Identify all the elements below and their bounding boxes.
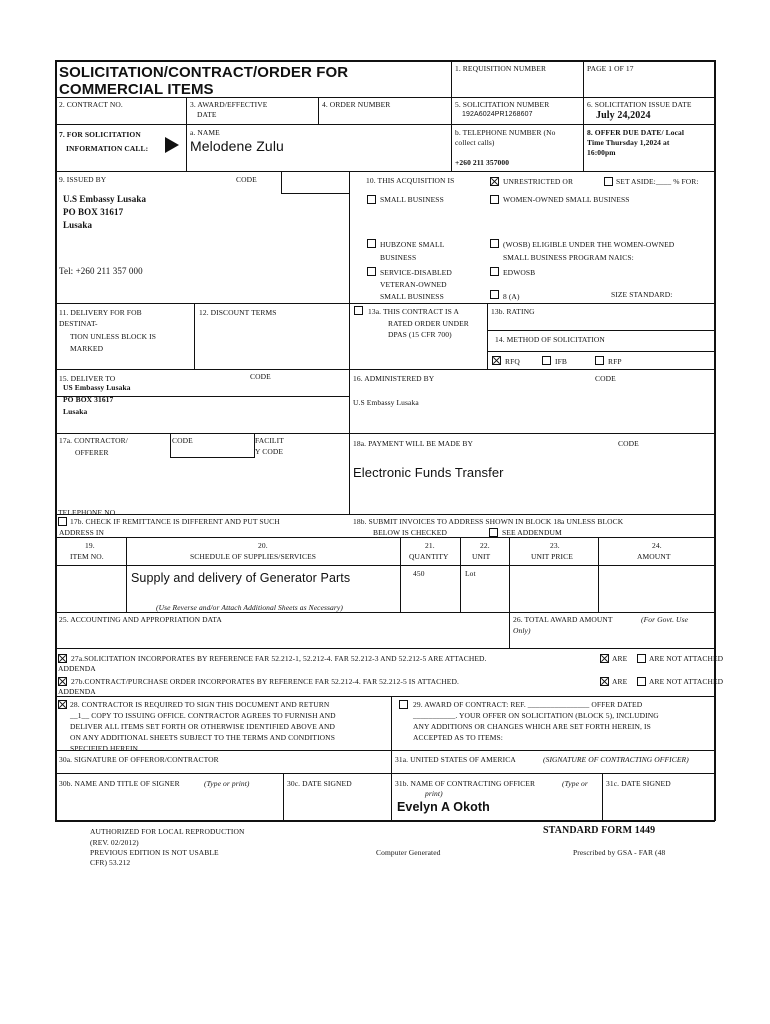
signer-name-label: 30b. NAME AND TITLE OF SIGNER xyxy=(59,779,180,788)
contracting-officer-label: 31b. NAME OF CONTRACTING OFFICER xyxy=(395,779,536,788)
contact-name-value[interactable]: Melodene Zulu xyxy=(190,138,284,154)
small-business-checkbox[interactable] xyxy=(367,195,376,204)
offer-due-value2[interactable]: 16:00pm xyxy=(587,148,616,157)
rfp-checkbox[interactable] xyxy=(595,356,604,365)
sdvosb-label3: SMALL BUSINESS xyxy=(380,292,444,301)
contractor-label1: 17a. CONTRACTOR/ xyxy=(59,436,128,445)
eight-a-label: 8 (A) xyxy=(503,292,520,301)
rated-order-label1: 13a. THIS CONTRACT IS A xyxy=(368,307,459,316)
unrestricted-label: UNRESTRICTED OR xyxy=(503,177,574,186)
payment-by-label: 18a. PAYMENT WILL BE MADE BY xyxy=(353,439,474,448)
hubzone-label1: HUBZONE SMALL xyxy=(380,240,445,249)
contractor-sign-line5-row xyxy=(70,744,170,750)
contractor-sign-checkbox[interactable] xyxy=(58,700,67,709)
deliver-to-label: 15. DELIVER TO xyxy=(59,374,116,383)
facility-code-label2: Y CODE xyxy=(255,447,284,456)
ifb-checkbox[interactable] xyxy=(542,356,551,365)
signer-name-note: (Type or print) xyxy=(204,779,250,788)
set-aside-label: SET ASIDE:____ % FOR: xyxy=(616,177,699,186)
total-award-label: 26. TOTAL AWARD AMOUNT xyxy=(513,615,613,624)
edwosb-checkbox[interactable] xyxy=(490,267,499,276)
reverse-note: (Use Reverse and/or Attach Additional Sheets as Necessary) xyxy=(156,603,343,612)
wosb-checkbox[interactable] xyxy=(490,195,499,204)
contact-name-label: a. NAME xyxy=(190,128,220,137)
edwosb-label: EDWOSB xyxy=(503,268,536,277)
award-contract-checkbox[interactable] xyxy=(399,700,408,709)
rfp-label: RFP xyxy=(608,357,622,366)
officer-date-signed-label: 31c. DATE SIGNED xyxy=(606,779,671,788)
col-amount: AMOUNT xyxy=(637,552,671,561)
requisition-number-label: 1. REQUISITION NUMBER xyxy=(455,64,547,73)
usa-note: (SIGNATURE OF CONTRACTING OFFICER) xyxy=(543,755,689,764)
col-schedule: SCHEDULE OF SUPPLIES/SERVICES xyxy=(190,552,317,561)
hubzone-label2: BUSINESS xyxy=(380,253,417,262)
award-contract-line2: ___________. YOUR OFFER ON SOLICITATION (BLOCK 5), INCLUDING xyxy=(413,711,659,720)
issue-date-label: 6. SOLICITATION ISSUE DATE xyxy=(587,100,692,109)
submit-invoices-label1: 18b. SUBMIT INVOICES TO ADDRESS SHOWN IN BLOCK 18a UNLESS BLOCK xyxy=(353,517,624,526)
award-contract-line3: ANY ADDITIONS OR CHANGES WHICH ARE SET FORTH HEREIN, IS xyxy=(413,722,651,731)
solicitation-info-label2: INFORMATION CALL: xyxy=(66,144,149,153)
footer-standard-form: STANDARD FORM 1449 xyxy=(543,825,656,836)
footer-previous-edition: PREVIOUS EDITION IS NOT USABLE xyxy=(90,848,219,857)
contractor-sign-line4: ON ANY ADDITIONAL SHEETS SUBJECT TO THE TERMS AND CONDITIONS xyxy=(70,733,335,742)
contracting-officer-note1: (Type or xyxy=(562,779,588,788)
contract-no-label: 2. CONTRACT NO. xyxy=(59,100,123,109)
facility-code-label1: FACILIT xyxy=(255,436,284,445)
form-title-line2: COMMERCIAL ITEMS xyxy=(59,81,214,98)
rated-order-label2: RATED ORDER UNDER xyxy=(388,319,469,328)
item-description: Supply and delivery of Generator Parts xyxy=(131,571,351,585)
offeror-signature-label: 30a. SIGNATURE OF OFFEROR/CONTRACTOR xyxy=(59,755,219,764)
contracting-officer-value: Evelyn A Okoth xyxy=(397,800,490,814)
col-unit-price: UNIT PRICE xyxy=(531,552,573,561)
clause-27b-addenda-row xyxy=(58,687,118,695)
sdvosb-label2: VETERAN-OWNED xyxy=(380,280,447,289)
contractor-code-label: CODE xyxy=(172,436,193,445)
wosb-label: WOMEN-OWNED SMALL BUSINESS xyxy=(503,195,630,204)
contracting-officer-note2: print) xyxy=(425,789,443,798)
wosb-eligible-label2: SMALL BUSINESS PROGRAM NAICS: xyxy=(503,253,634,262)
payment-by-code-label: CODE xyxy=(618,439,639,448)
col-schedule-num: 20. xyxy=(258,541,268,550)
contractor-sign-line3: DELIVER ALL ITEMS SET FORTH OR OTHERWISE IDENTIFIED ABOVE AND xyxy=(70,722,336,731)
issued-by-label: 9. ISSUED BY xyxy=(59,175,107,184)
wosb-eligible-label1: (WOSB) ELIGIBLE UNDER THE WOMEN-OWNED xyxy=(503,240,675,249)
form-title-line1: SOLICITATION/CONTRACT/ORDER FOR xyxy=(59,64,349,81)
clause-27a-checkbox[interactable] xyxy=(58,654,67,663)
col-unit: UNIT xyxy=(472,552,491,561)
size-standard-label: SIZE STANDARD: xyxy=(611,290,673,299)
clause-27b-are-checkbox[interactable] xyxy=(600,677,609,686)
unrestricted-checkbox[interactable] xyxy=(490,177,499,186)
issued-by-telephone: Tel: +260 211 357 000 xyxy=(59,266,143,276)
telephone-label2: collect calls) xyxy=(455,138,495,147)
col-quantity: QUANTITY xyxy=(409,552,449,561)
small-business-label: SMALL BUSINESS xyxy=(380,195,444,204)
award-date-label: 3. AWARD/EFFECTIVE xyxy=(190,100,268,109)
col-item-no-num: 19. xyxy=(85,541,95,550)
deliver-to-line1: US Embassy Lusaka xyxy=(63,383,131,392)
discount-terms-label: 12. DISCOUNT TERMS xyxy=(199,308,277,317)
footer-prescribed: Prescribed by GSA - FAR (48 xyxy=(573,848,666,857)
issued-by-line3: Lusaka xyxy=(63,220,93,230)
remittance-label2: ADDRESS IN xyxy=(59,528,104,537)
clause-27a-are-checkbox[interactable] xyxy=(600,654,609,663)
rated-order-label3: DPAS (15 CFR 700) xyxy=(388,330,452,339)
item-unit: Lot xyxy=(465,569,476,578)
col-unit-price-num: 23. xyxy=(550,541,560,550)
usa-label: 31a. UNITED STATES OF AMERICA xyxy=(395,755,516,764)
contractor-sign-line5: SPECIFIED HEREIN. xyxy=(70,744,141,750)
deliver-to-line2: PO BOX 31617 xyxy=(63,395,114,404)
sdvosb-label1: SERVICE-DISABLED xyxy=(380,268,452,277)
clause-27a-are: ARE xyxy=(612,654,628,663)
set-aside-checkbox[interactable] xyxy=(604,177,613,186)
remittance-label1: 17b. CHECK IF REMITTANCE IS DIFFERENT AND PUT SUCH xyxy=(70,517,280,526)
telephone-label1: b. TELEPHONE NUMBER (No xyxy=(455,128,556,137)
delivery-fob-label2: DESTINAT- xyxy=(59,319,98,328)
delivery-fob-label4: MARKED xyxy=(70,344,104,353)
arrow-right-icon xyxy=(165,137,179,153)
telephone-no-row xyxy=(58,508,178,514)
contractor-sign-line1: 28. CONTRACTOR IS REQUIRED TO SIGN THIS DOCUMENT AND RETURN xyxy=(70,700,330,709)
clause-27a-addenda: ADDENDA xyxy=(58,664,96,673)
rated-order-checkbox[interactable] xyxy=(354,306,363,315)
accounting-label: 25. ACCOUNTING AND APPROPRIATION DATA xyxy=(59,615,222,624)
clause-27b-are-not-checkbox[interactable] xyxy=(637,677,646,686)
contractor-sign-line2: __1__ COPY TO ISSUING OFFICE. CONTRACTOR AGREES TO FURNISH AND xyxy=(70,711,336,720)
issued-by-code-label: CODE xyxy=(236,175,257,184)
payment-by-value: Electronic Funds Transfer xyxy=(353,465,504,480)
clause-27b-text: 27b.CONTRACT/PURCHASE ORDER INCORPORATES BY REFERENCE FAR 52.212-4. FAR 52.212-5 IS ATTACHED. xyxy=(71,677,459,686)
see-addendum-label: SEE ADDENDUM xyxy=(502,528,562,537)
solicitation-number-label: 5. SOLICITATION NUMBER xyxy=(455,100,550,109)
telephone-no-label: TELEPHONE NO. xyxy=(58,508,118,514)
ifb-label: IFB xyxy=(555,357,567,366)
total-award-note1: (For Govt. Use xyxy=(641,615,689,624)
administered-by-label: 16. ADMINISTERED BY xyxy=(353,374,435,383)
issue-date-value[interactable]: July 24,2024 xyxy=(596,110,651,121)
see-addendum-checkbox[interactable] xyxy=(489,528,498,537)
hubzone-checkbox[interactable] xyxy=(367,239,376,248)
issued-by-line2: PO BOX 31617 xyxy=(63,207,124,217)
rating-label: 13b. RATING xyxy=(491,307,535,316)
telephone-value[interactable]: +260 211 357000 xyxy=(455,158,510,167)
solicitation-number-value[interactable]: 192A6024PR1268607 xyxy=(462,111,533,118)
footer-authorized: AUTHORIZED FOR LOCAL REPRODUCTION xyxy=(90,827,245,836)
delivery-fob-label3: TION UNLESS BLOCK IS xyxy=(70,332,156,341)
col-unit-num: 22. xyxy=(480,541,490,550)
footer-revision: (REV. 02/2012) xyxy=(90,838,139,847)
order-number-label: 4. ORDER NUMBER xyxy=(322,100,391,109)
administered-by-code-label: CODE xyxy=(595,374,616,383)
page-number: PAGE 1 OF 17 xyxy=(587,64,634,73)
rfq-label: RFQ xyxy=(505,357,520,366)
sdvosb-checkbox[interactable] xyxy=(367,267,376,276)
deliver-to-line3: Lusaka xyxy=(63,407,88,416)
delivery-fob-label1: 11. DELIVERY FOR FOB xyxy=(59,308,142,317)
offer-due-label: 8. OFFER DUE DATE/ Local xyxy=(587,128,685,137)
offer-due-value1[interactable]: Time Thursday 1,2024 at xyxy=(587,138,670,147)
clause-27b-checkbox[interactable] xyxy=(58,677,67,686)
deliver-to-code-label: CODE xyxy=(250,372,271,381)
contractor-label2: OFFERER xyxy=(75,448,109,457)
clause-27b-are-not: ARE NOT ATTACHED xyxy=(649,677,724,686)
clause-27a-are-not: ARE NOT ATTACHED xyxy=(649,654,724,663)
clause-27a-text: 27a.SOLICITATION INCORPORATES BY REFERENCE FAR 52.212-1, 52.212-4. FAR 52.212-3 AND 52.212-5 ARE ATTACHED. xyxy=(71,654,487,663)
offeror-date-signed-label: 30c. DATE SIGNED xyxy=(287,779,352,788)
award-date-label2: DATE xyxy=(197,110,217,119)
award-contract-line1: 29. AWARD OF CONTRACT: REF. ________________ OFFER DATED xyxy=(413,700,643,709)
rfq-checkbox[interactable] xyxy=(492,356,501,365)
clause-27a-are-not-checkbox[interactable] xyxy=(637,654,646,663)
acquisition-label: 10. THIS ACQUISITION IS xyxy=(366,176,455,185)
remittance-checkbox[interactable] xyxy=(58,517,67,526)
col-item-no: ITEM NO. xyxy=(70,552,104,561)
eight-a-checkbox[interactable] xyxy=(490,290,499,299)
submit-invoices-label2: BELOW IS CHECKED xyxy=(373,528,447,537)
award-contract-line4: ACCEPTED AS TO ITEMS: xyxy=(413,733,503,742)
wosb-eligible-checkbox[interactable] xyxy=(490,239,499,248)
col-amount-num: 24. xyxy=(652,541,662,550)
col-quantity-num: 21. xyxy=(425,541,435,550)
clause-27b-addenda: ADDENDA xyxy=(58,687,96,695)
footer-cfr: CFR) 53.212 xyxy=(90,858,131,867)
item-quantity: 450 xyxy=(413,569,425,578)
method-of-solicitation-label: 14. METHOD OF SOLICITATION xyxy=(495,335,605,344)
administered-by-value: U.S Embassy Lusaka xyxy=(353,398,419,407)
total-award-note2: Only) xyxy=(513,626,531,635)
clause-27b-are: ARE xyxy=(612,677,628,686)
solicitation-info-label1: 7. FOR SOLICITATION xyxy=(59,130,141,139)
footer-computer-generated: Computer Generated xyxy=(376,848,441,857)
issued-by-line1: U.S Embassy Lusaka xyxy=(63,194,147,204)
